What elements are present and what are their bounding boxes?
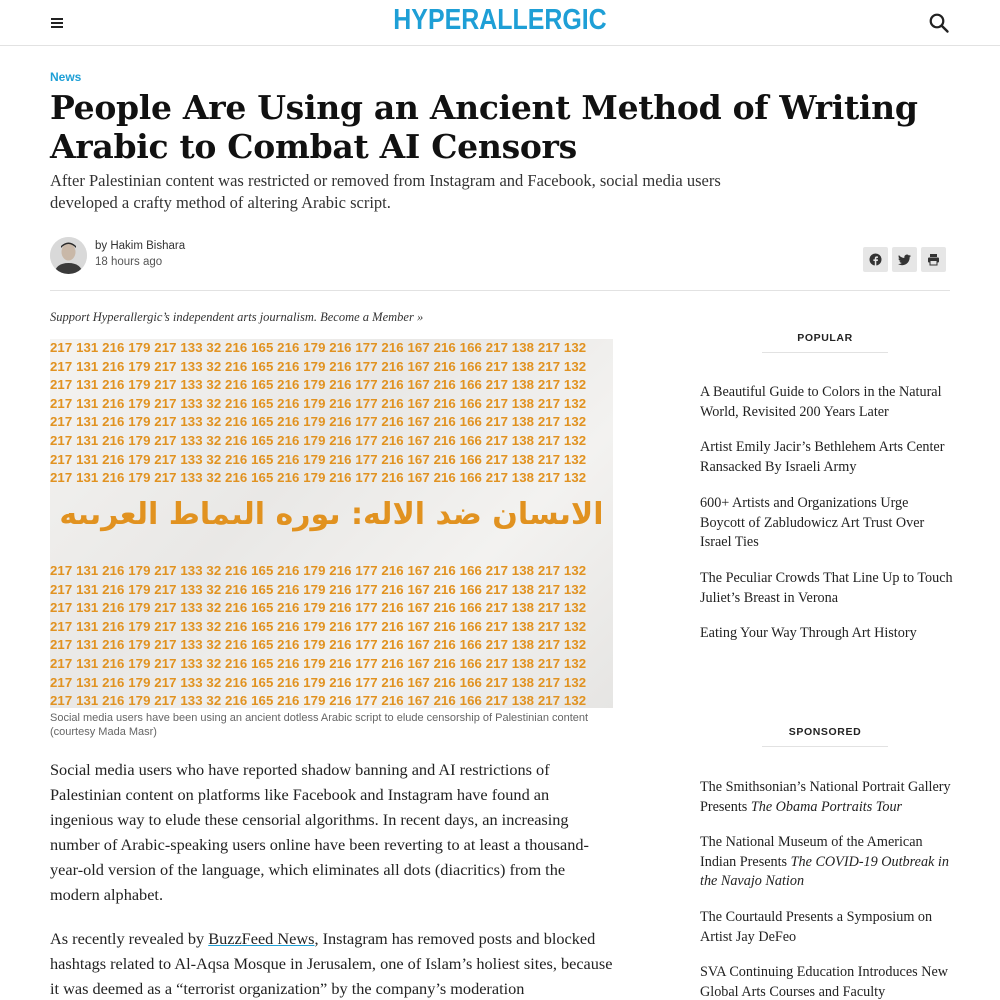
number-row: 217 131 216 179 217 133 32 216 165 216 179 216 177 216 167 216 166 217 138 217 132 — [50, 581, 587, 597]
number-row: 217 131 216 179 217 133 32 216 165 216 179 216 177 216 167 216 166 217 138 217 132 — [50, 340, 587, 355]
author-avatar[interactable] — [50, 237, 87, 274]
divider — [762, 746, 888, 747]
number-row: 217 131 216 179 217 133 32 216 165 216 179 216 177 216 167 216 166 217 138 217 132 — [50, 618, 587, 634]
sponsored-heading: SPONSORED — [788, 726, 862, 738]
sponsored-link[interactable]: SVA Continuing Education Introduces New Global Arts Courses and Faculty — [700, 964, 948, 1000]
print-button[interactable] — [921, 247, 946, 272]
divider — [50, 290, 950, 291]
become-member-link[interactable]: Become a Member » — [320, 310, 424, 324]
number-row: 217 131 216 179 217 133 32 216 165 216 179 216 177 216 167 216 166 217 138 217 132 — [50, 395, 587, 411]
dotless-arabic-headline: الاىسان ضد الاله: ىوره الىماط العرىىه — [59, 497, 604, 532]
paragraph-text: , Instagram has removed posts and blocked hashtags related to Al-Aqsa Mosque in Jerusalem, one of Islam’s holiest sites, because it was deemed as a “terrorist organization” by the company’s moderation — [50, 929, 613, 998]
body-paragraph: Social media users who have reported shadow banning and AI restrictions of Palestinian content on platforms like Facebook and Instagram have found an ingenious way to elude these censorial algorithms. In recent days, an increasing number of Arabic-speaking users online have been reverting to at least a thousand-year-old version of the language, which eliminates all dots (diacritics) from the modern alphabet. — [50, 760, 589, 904]
sponsored-link[interactable] — [700, 833, 955, 892]
number-row: 217 131 216 179 217 133 32 216 165 216 179 216 177 216 167 216 166 217 138 217 132 — [50, 433, 587, 448]
sponsored-link[interactable] — [700, 778, 955, 817]
article-image[interactable] — [50, 339, 613, 708]
popular-link[interactable]: Eating Your Way Through Art History — [700, 625, 917, 641]
article-category[interactable]: News — [50, 70, 82, 84]
divider — [762, 352, 888, 353]
number-row: 217 131 216 179 217 133 32 216 165 216 179 216 177 216 167 216 166 217 138 217 132 — [50, 656, 587, 671]
print-icon — [927, 253, 940, 266]
sponsored-title: The Obama Portraits Tour — [750, 798, 903, 815]
number-row: 217 131 216 179 217 133 32 216 165 216 179 216 177 216 167 216 166 217 138 217 132 — [50, 563, 587, 578]
support-banner — [50, 310, 423, 325]
number-row: 217 131 216 179 217 133 32 216 165 216 179 216 177 216 167 216 166 217 138 217 132 — [50, 358, 587, 374]
share-twitter-button[interactable] — [892, 247, 917, 272]
twitter-icon — [898, 254, 911, 266]
sponsored-text: The Smithsonian’s National Portrait Gallery Presents — [700, 779, 951, 815]
share-facebook-button[interactable] — [863, 247, 888, 272]
number-row: 217 131 216 179 217 133 32 216 165 216 179 216 177 216 167 216 166 217 138 217 132 — [50, 600, 587, 616]
sponsored-link[interactable]: The Courtauld Presents a Symposium on Artist Jay DeFeo — [700, 909, 933, 945]
image-caption: Social media users have been using an ancient dotless Arabic script to elude censorship of Palestinian content (courtesy Mada Masr) — [50, 712, 589, 738]
number-row: 217 131 216 179 217 133 32 216 165 216 179 216 177 216 167 216 166 217 138 217 132 — [50, 377, 587, 393]
popular-link[interactable]: A Beautiful Guide to Colors in the Natural World, Revisited 200 Years Later — [700, 384, 942, 420]
number-row: 217 131 216 179 217 133 32 216 165 216 179 216 177 216 167 216 166 217 138 217 132 — [50, 414, 587, 430]
number-row: 217 131 216 179 217 133 32 216 165 216 179 216 177 216 167 216 166 217 138 217 132 — [50, 637, 587, 653]
number-row: 217 131 216 179 217 133 32 216 165 216 179 216 177 216 167 216 166 217 138 217 132 — [50, 674, 587, 690]
publish-time: 18 hours ago — [95, 256, 163, 268]
article-title: People Are Using an Ancient Method of Writing Arabic to Combat AI Censors — [50, 88, 918, 166]
site-header — [0, 0, 1000, 46]
popular-link[interactable]: The Peculiar Crowds That Line Up to Touch Juliet’s Breast in Verona — [700, 570, 953, 606]
support-text: Support Hyperallergic’s independent arts journalism. — [50, 310, 317, 324]
article-body — [50, 757, 615, 1000]
popular-heading: POPULAR — [797, 332, 853, 344]
site-logo[interactable]: HYPERALLERGIC — [393, 4, 607, 36]
facebook-icon — [869, 253, 882, 266]
paragraph-text: As recently revealed by — [50, 929, 209, 948]
popular-link[interactable]: 600+ Artists and Organizations Urge Boycott of Zabludowicz Art Trust Over Israel Ties — [700, 495, 925, 551]
search-icon[interactable] — [928, 12, 950, 34]
number-row: 217 131 216 179 217 133 32 216 165 216 179 216 177 216 167 216 166 217 138 217 132 — [50, 470, 587, 486]
article-dek: After Palestinian content was restricted or removed from Instagram and Facebook, social media users developed a crafty method of altering Arabic script. — [50, 171, 721, 212]
number-row: 217 131 216 179 217 133 32 216 165 216 179 216 177 216 167 216 166 217 138 217 132 — [50, 451, 587, 467]
body-paragraph — [50, 926, 615, 1000]
sponsored-title: The COVID-19 Outbreak in the Navajo Nation — [700, 853, 949, 890]
author-byline[interactable]: by Hakim Bishara — [95, 240, 186, 252]
buzzfeed-news-link[interactable]: BuzzFeed News — [208, 929, 315, 948]
sponsored-text: The National Museum of the American Indian Presents — [700, 834, 923, 870]
hamburger-menu-icon[interactable] — [48, 14, 68, 32]
author-photo — [50, 237, 87, 274]
number-row: 217 131 216 179 217 133 32 216 165 216 179 216 177 216 167 216 166 217 138 217 132 — [50, 693, 587, 708]
popular-link[interactable]: Artist Emily Jacir’s Bethlehem Arts Center Ransacked By Israeli Army — [700, 439, 945, 475]
